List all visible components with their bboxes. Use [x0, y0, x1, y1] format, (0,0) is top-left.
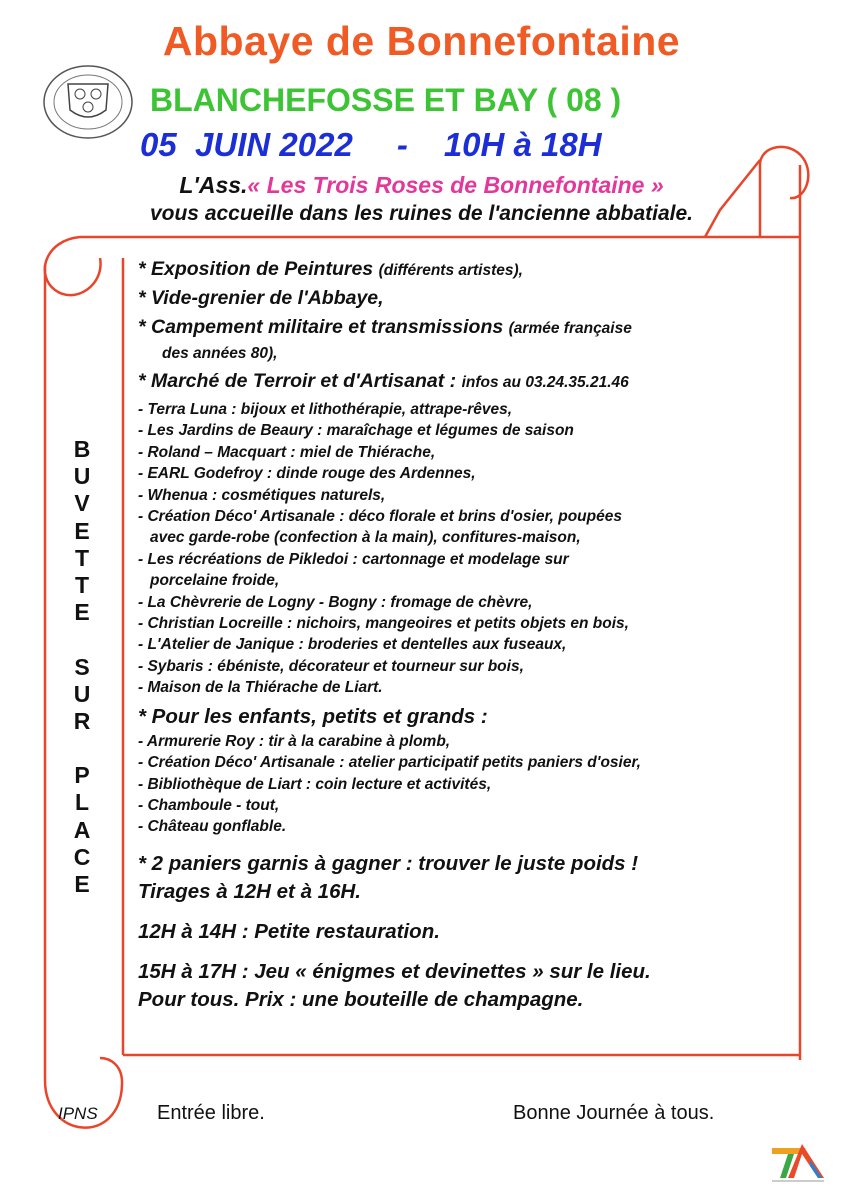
banner-letter: S — [74, 653, 90, 680]
exposition-label: * Exposition de Peintures — [138, 258, 374, 280]
exhibitor-item: - Les Jardins de Beaury : maraîchage et légumes de saison — [138, 422, 574, 440]
jeu-line: 15H à 17H : Jeu « énigmes et devinettes » sur le lieu. — [138, 959, 651, 983]
event-date-line — [140, 126, 602, 164]
banner-letter: B — [73, 436, 91, 462]
kids-item: - Bibliothèque de Liart : coin lecture et activités, — [138, 775, 492, 793]
banner-letter: R — [73, 707, 91, 734]
exhibitor-item-cont: porcelaine froide, — [150, 572, 280, 590]
exhibitor-item: - Les récréations de Pikledoi : cartonnage et modelage sur — [138, 550, 569, 568]
program-campement-note2 — [138, 341, 798, 364]
welcome-text: vous accueille dans les ruines de l'ancienne abbatiale. — [149, 202, 694, 225]
kids-item: - Château gonflable. — [138, 818, 287, 836]
marche-label: * Marché de Terroir et d'Artisanat : — [138, 370, 457, 392]
location-subtitle: BLANCHEFOSSE ET BAY ( 08 ) — [150, 82, 622, 118]
exhibitor-item: - L'Atelier de Janique : broderies et dentelles aux fuseaux, — [138, 636, 567, 654]
event-hours: 10H à 18H — [443, 126, 602, 163]
banner-letter: E — [74, 871, 90, 897]
exhibitor-item: - La Chèvrerie de Logny - Bogny : fromage de chèvre, — [138, 593, 533, 611]
exhibitor-item: - Christian Locreille : nichoirs, mangeoires et petits objets en bois, — [138, 615, 629, 633]
banner-letter: E — [74, 599, 90, 626]
banner-letter: P — [74, 762, 90, 789]
banner-letter: U — [73, 463, 91, 490]
exhibitor-item: - Maison de la Thiérache de Liart. — [138, 679, 383, 697]
event-date: 05 JUIN 2022 — [140, 126, 353, 163]
banner-letter: V — [74, 490, 90, 517]
campement-note: (armée française — [508, 320, 632, 337]
banner-letter: E — [74, 517, 90, 544]
campement-label: * Campement militaire et transmissions — [138, 316, 504, 338]
banner-letter: T — [74, 544, 90, 571]
banner-letter: T — [74, 571, 90, 598]
bonne-journee: Bonne Journée à tous. — [513, 1102, 715, 1124]
ipns-label: IPNS — [58, 1104, 98, 1123]
banner-letter — [60, 626, 104, 653]
banner-letter — [60, 735, 104, 762]
program-campement — [138, 316, 798, 339]
banner-letter: C — [73, 843, 91, 870]
ardennes-thierache-logo-icon — [766, 1140, 830, 1184]
page-title: Abbaye de Bonnefontaine — [162, 18, 681, 64]
exhibitor-item: - Terra Luna : bijoux et lithothérapie, attrape-rêves, — [138, 401, 513, 418]
program-marche — [138, 370, 798, 393]
entree-libre: Entrée libre. — [157, 1102, 265, 1124]
campement-note2: des années 80), — [162, 345, 278, 362]
program-videgrenier: * Vide-grenier de l'Abbaye, — [138, 287, 384, 309]
exhibitor-item: - Roland – Macquart : miel de Thiérache, — [138, 443, 436, 461]
exhibitor-item-cont: avec garde-robe (confection à la main), confitures-maison, — [150, 529, 581, 547]
assoc-name: « Les Trois Roses de Bonnefontaine » — [247, 172, 664, 198]
abbey-seal-icon — [40, 62, 136, 142]
banner-letter: U — [73, 680, 91, 707]
banner-letter: L — [74, 789, 90, 816]
kids-item: - Armurerie Roy : tir à la carabine à plomb, — [138, 732, 451, 750]
kids-item: - Création Déco' Artisanale : atelier participatif petits paniers d'osier, — [138, 754, 641, 772]
exhibitor-item: - EARL Godefroy : dinde rouge des Ardennes, — [138, 465, 476, 483]
prix-line: Pour tous. Prix : une bouteille de champagne. — [138, 987, 584, 1011]
association-line — [0, 172, 843, 199]
exhibitor-item: - Sybaris : ébéniste, décorateur et tourneur sur bois, — [138, 657, 524, 675]
date-dash: - — [396, 126, 408, 163]
kids-item: - Chamboule - tout, — [138, 796, 280, 814]
program-content — [138, 258, 798, 1014]
side-banner-buvette — [60, 436, 104, 898]
exhibitor-item: - Whenua : cosmétiques naturels, — [138, 486, 386, 504]
marche-phone: infos au 03.24.35.21.46 — [461, 374, 629, 391]
tirages-line: Tirages à 12H et à 16H. — [138, 879, 361, 903]
assoc-prefix: L'Ass. — [179, 172, 248, 198]
restauration-line: 12H à 14H : Petite restauration. — [138, 919, 440, 943]
exposition-note: (différents artistes), — [378, 262, 523, 279]
banner-letter: A — [73, 816, 91, 843]
exhibitor-item: - Création Déco' Artisanale : déco florale et brins d'osier, poupées — [138, 508, 622, 526]
kids-heading: * Pour les enfants, petits et grands : — [138, 704, 488, 728]
paniers-line: * 2 paniers garnis à gagner : trouver le juste poids ! — [138, 851, 639, 875]
program-exposition — [138, 258, 798, 281]
